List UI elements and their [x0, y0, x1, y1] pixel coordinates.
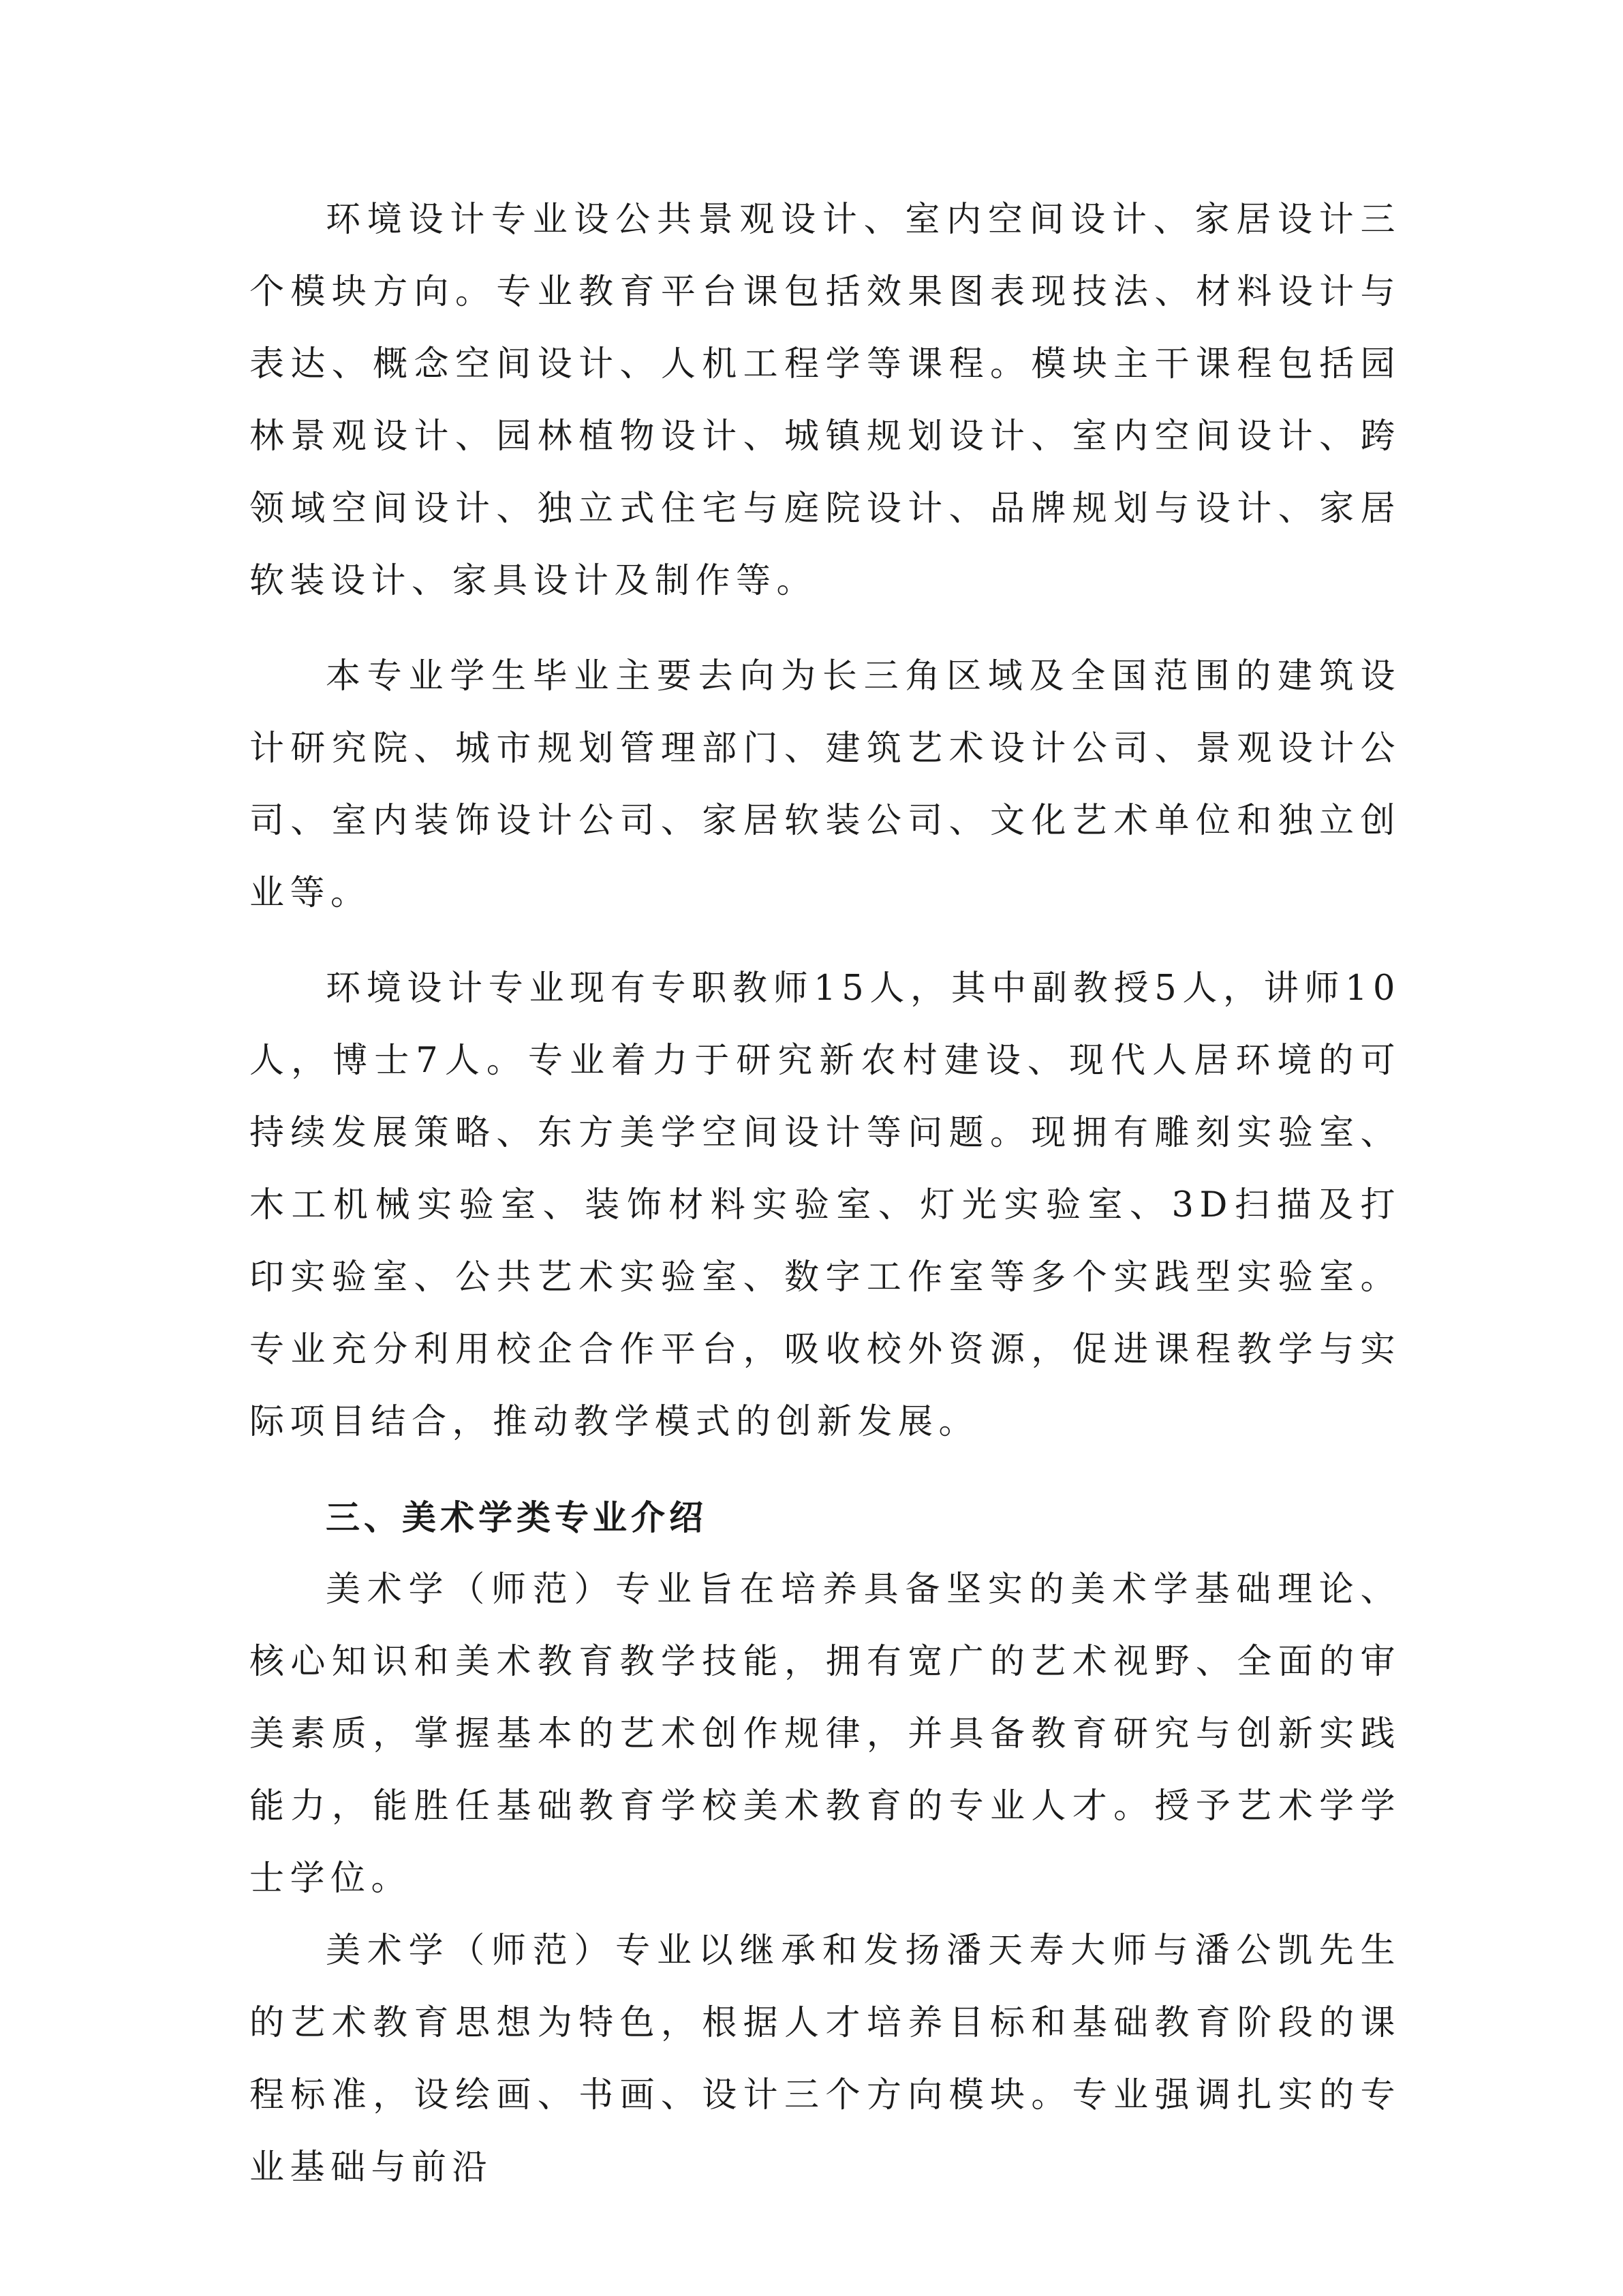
paragraph-graduate-destinations: 本专业学生毕业主要去向为长三角区域及全国范围的建筑设计研究院、城市规划管理部门、建筑艺术设计公司、景观设计公司、室内装饰设计公司、家居软装公司、文化艺术单位和独立创业等。	[249, 656, 1401, 913]
paragraph-fine-arts-curriculum: 美术学（师范）专业以继承和发扬潘天寿大师与潘公凯先生的艺术教育思想为特色，根据人才培养目标和基础教育阶段的课程标准，设绘画、书画、设计三个方向模块。专业强调扎实的专业基础与前沿	[249, 1931, 1401, 2188]
document-page	[249, 184, 1401, 2204]
paragraph-environment-design-modules: 环境设计专业设公共景观设计、室内空间设计、家居设计三个模块方向。专业教育平台课包括效果图表现技法、材料设计与表达、概念空间设计、人机工程学等课程。模块主干课程包括园林景观设计、园林植物设计、城镇规划设计、室内空间设计、跨领域空间设计、独立式住宅与庭院设计、品牌规划与设计、家居软装设计、家具设计及制作等。	[249, 200, 1401, 601]
section-heading: 三、美术学类专业介绍	[326, 1498, 707, 1537]
paragraph-faculty-and-labs: 环境设计专业现有专职教师15人，其中副教授5人，讲师10人，博士7人。专业着力于研究新农村建设、现代人居环境的可持续发展策略、东方美学空间设计等问题。现拥有雕刻实验室、木工机械实验室、装饰材料实验室、灯光实验室、3D扫描及打印实验室、公共艺术实验室、数字工作室等多个实践型实验室。专业充分利用校企合作平台，吸收校外资源，促进课程教学与实际项目结合，推动教学模式的创新发展。	[249, 968, 1401, 1442]
paragraph-fine-arts-objectives: 美术学（师范）专业旨在培养具备坚实的美术学基础理论、核心知识和美术教育教学技能，拥有宽广的艺术视野、全面的审美素质，掌握基本的艺术创作规律，并具备教育研究与创新实践能力，能胜任基础教育学校美术教育的专业人才。授予艺术学学士学位。	[249, 1570, 1401, 1899]
